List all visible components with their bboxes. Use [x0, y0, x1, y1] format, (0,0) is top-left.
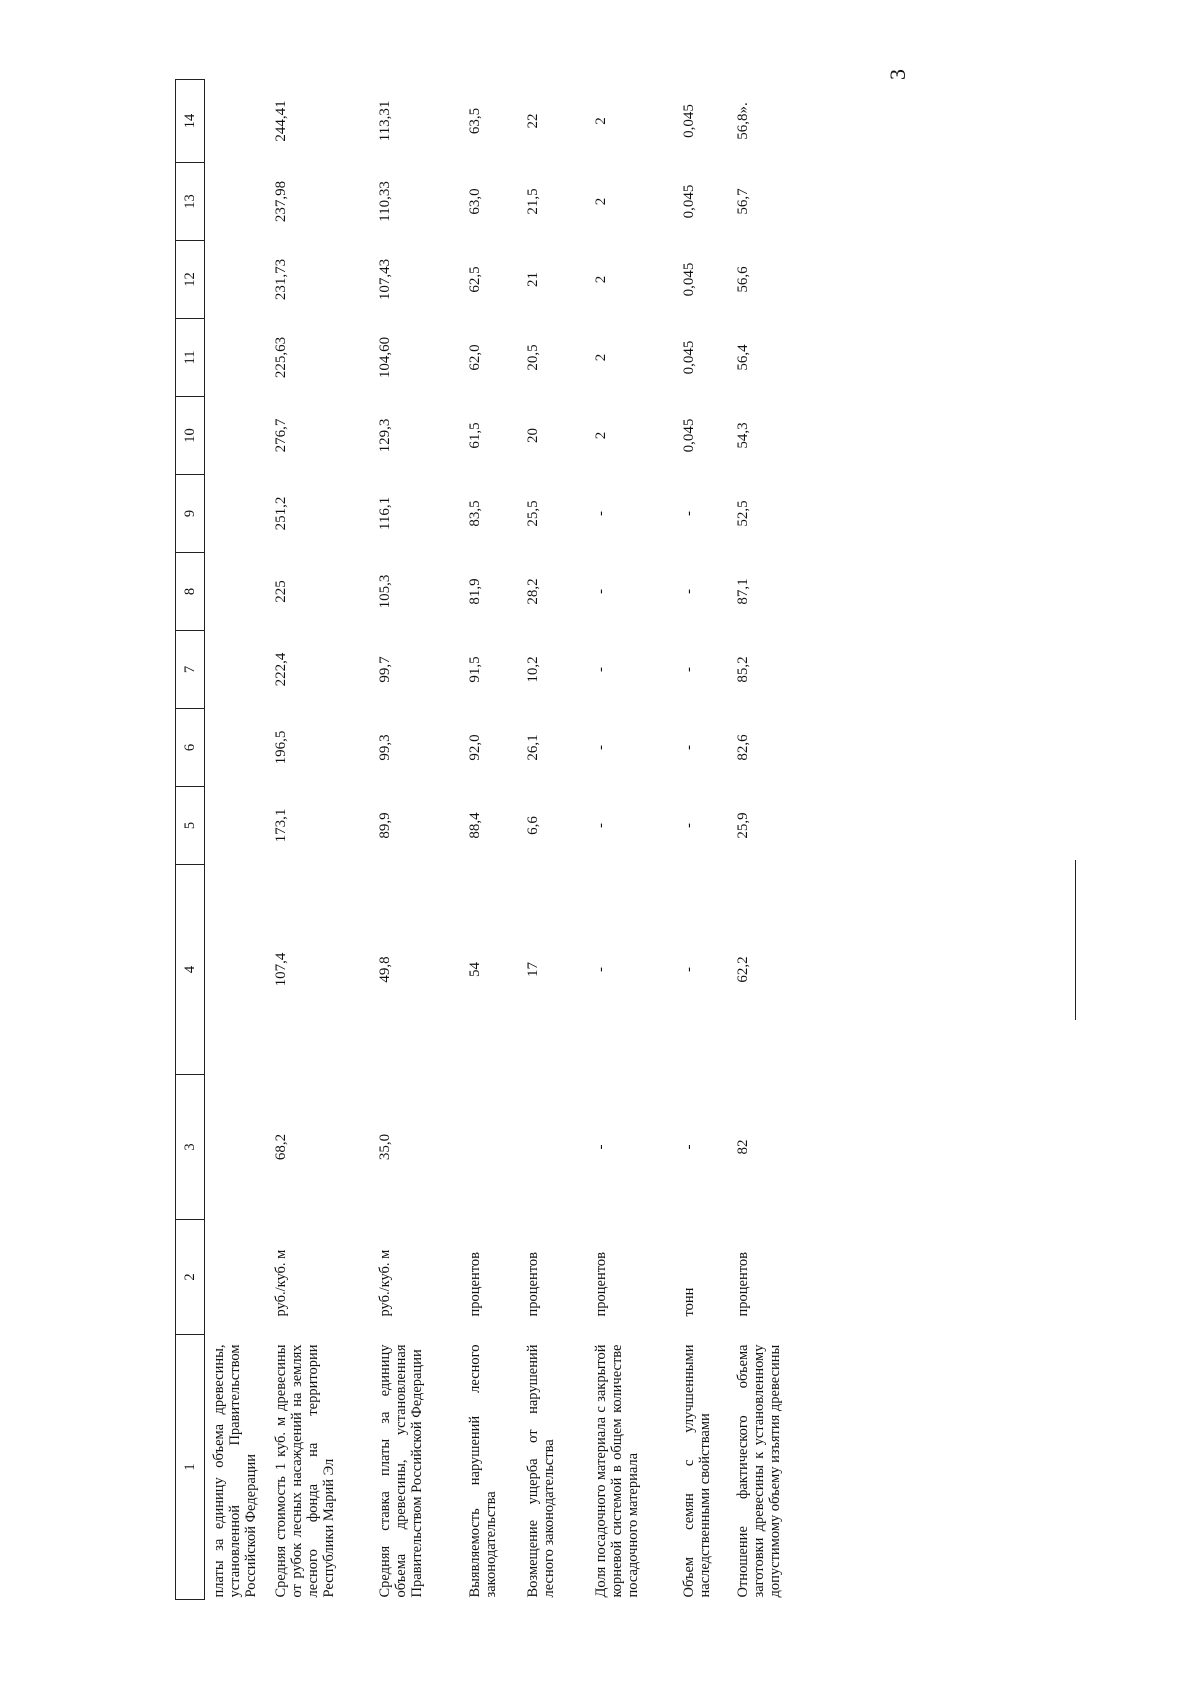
value-cell: [205, 787, 268, 865]
value-cell: [205, 553, 268, 631]
value-cell: 244,41: [273, 100, 289, 142]
value-cell: 62,0: [467, 344, 483, 371]
column-header: 8: [176, 553, 205, 631]
unit-cell: процентов: [525, 1252, 541, 1317]
column-header: 9: [176, 475, 205, 553]
indicator-name: Средняя ставка платы за единицу объема древесины, установленная Правительством Российской Федерации: [377, 1344, 425, 1598]
value-cell: -: [593, 967, 609, 972]
value-cell: [519, 1075, 587, 1220]
value-cell: -: [593, 745, 609, 750]
value-cell: [205, 865, 268, 1075]
table-row: [371, 80, 461, 1600]
value-cell: 104,60: [377, 336, 393, 379]
table-row: [675, 80, 729, 1600]
value-cell: 2: [593, 117, 609, 125]
column-header: 3: [176, 1075, 205, 1220]
value-cell: [205, 319, 268, 397]
value-cell: 110,33: [377, 181, 393, 222]
value-cell: 26,1: [525, 734, 541, 761]
value-cell: 49,8: [377, 956, 393, 983]
value-cell: 99,3: [377, 734, 393, 761]
value-cell: -: [681, 589, 697, 594]
column-header: 6: [176, 709, 205, 787]
value-cell: [205, 475, 268, 553]
value-cell: -: [681, 967, 697, 972]
unit-cell: процентов: [467, 1252, 483, 1317]
value-cell: 116,1: [377, 496, 393, 531]
column-header: 11: [176, 319, 205, 397]
unit-cell: руб./куб. м: [273, 1249, 289, 1317]
value-cell: 173,1: [273, 808, 289, 843]
value-cell: 113,31: [377, 100, 393, 142]
table-row: [729, 80, 815, 1600]
value-cell: 63,0: [467, 188, 483, 215]
value-cell: [205, 80, 268, 163]
value-cell: 0,045: [681, 418, 697, 453]
column-header: 4: [176, 865, 205, 1075]
header-row: [176, 80, 205, 1600]
value-cell: 82,6: [735, 734, 751, 761]
value-cell: 52,5: [735, 500, 751, 527]
value-cell: 28,2: [525, 578, 541, 605]
value-cell: 105,3: [377, 574, 393, 609]
column-header: 14: [176, 80, 205, 163]
value-cell: [205, 709, 268, 787]
value-cell: [205, 163, 268, 241]
value-cell: 21,5: [525, 188, 541, 215]
value-cell: 2: [593, 275, 609, 284]
value-cell: 196,5: [273, 730, 289, 765]
value-cell: -: [681, 1144, 697, 1150]
value-cell: 81,9: [467, 578, 483, 605]
value-cell: -: [593, 1144, 609, 1150]
value-cell: 10,2: [525, 656, 541, 683]
value-cell: 61,5: [467, 422, 483, 449]
value-cell: 99,7: [377, 656, 393, 683]
value-cell: -: [593, 511, 609, 516]
value-cell: 0,045: [681, 104, 697, 138]
value-cell: 82: [735, 1139, 751, 1155]
value-cell: 17: [525, 962, 541, 977]
indicator-name: Возмещение ущерба от нарушений лесного законодательства: [525, 1344, 557, 1598]
value-cell: 21: [525, 272, 541, 287]
value-cell: 231,73: [273, 258, 289, 301]
indicator-name: Выявляемость нарушений лесного законодательства: [467, 1344, 499, 1598]
value-cell: 54: [467, 962, 483, 977]
value-cell: 20: [525, 428, 541, 443]
value-cell: [205, 397, 268, 475]
value-cell: 107,4: [273, 952, 289, 987]
value-cell: 56,6: [735, 266, 751, 293]
value-cell: 87,1: [735, 578, 751, 605]
value-cell: [205, 1075, 268, 1220]
value-cell: 0,045: [681, 340, 697, 375]
value-cell: 129,3: [377, 418, 393, 453]
value-cell: 20,5: [525, 344, 541, 371]
value-cell: 35,0: [377, 1133, 393, 1161]
value-cell: 251,2: [273, 496, 289, 531]
table-row: [461, 80, 519, 1600]
value-cell: 56,4: [735, 344, 751, 371]
indicator-name: платы за единицу объема древесины, установленной Правительством Российской Федерации: [211, 1344, 259, 1598]
indicator-name: Отношение фактического объема заготовки древесины к установленному допустимому объему изъятия древесины: [735, 1344, 783, 1598]
rotated-table-container: [175, 100, 905, 1600]
value-cell: 237,98: [273, 180, 289, 223]
value-cell: 63,5: [467, 107, 483, 135]
value-cell: 2: [593, 431, 609, 440]
value-cell: 68,2: [273, 1133, 289, 1161]
value-cell: 56,8».: [735, 102, 751, 140]
indicator-name: Объем семян с улучшенными наследственными свойствами: [681, 1344, 713, 1598]
column-header: 13: [176, 163, 205, 241]
value-cell: -: [681, 745, 697, 750]
page-number: 3: [885, 69, 910, 80]
footnote-divider: [1075, 860, 1076, 1020]
value-cell: 6,6: [525, 816, 541, 835]
value-cell: 88,4: [467, 812, 483, 839]
column-header: 2: [176, 1220, 205, 1335]
value-cell: [205, 631, 268, 709]
value-cell: -: [593, 589, 609, 594]
column-header: 5: [176, 787, 205, 865]
table-row: [587, 80, 675, 1600]
unit-cell: процентов: [735, 1252, 751, 1317]
value-cell: 62,2: [735, 956, 751, 983]
unit-cell: процентов: [593, 1252, 609, 1317]
value-cell: -: [681, 667, 697, 672]
indicator-name: Средняя стоимость 1 куб. м древесины от рубок лесных насаждений на землях лесного фонда на территории Республики Марий Эл: [273, 1344, 337, 1598]
value-cell: -: [681, 823, 697, 828]
value-cell: 2: [593, 353, 609, 362]
value-cell: 83,5: [467, 500, 483, 527]
column-header: 10: [176, 397, 205, 475]
value-cell: [205, 241, 268, 319]
unit-cell: тонн: [681, 1287, 697, 1317]
column-header: 12: [176, 241, 205, 319]
value-cell: [461, 1075, 519, 1220]
value-cell: 225,63: [273, 336, 289, 379]
value-cell: 276,7: [273, 418, 289, 453]
value-cell: 0,045: [681, 184, 697, 219]
value-cell: 22: [525, 113, 541, 129]
value-cell: 89,9: [377, 812, 393, 839]
value-cell: 222,4: [273, 652, 289, 687]
value-cell: 25,5: [525, 500, 541, 527]
unit-cell: руб./куб. м: [377, 1249, 393, 1317]
value-cell: 25,9: [735, 812, 751, 839]
value-cell: 56,7: [735, 188, 751, 215]
indicator-name: Доля посадочного материала с закрытой корневой системой в общем количестве посадочного материала: [593, 1344, 641, 1598]
value-cell: 0,045: [681, 262, 697, 297]
value-cell: 85,2: [735, 656, 751, 683]
table-row: [205, 80, 268, 1600]
table-row: [267, 80, 371, 1600]
value-cell: 225: [273, 580, 289, 603]
column-header: 1: [176, 1335, 205, 1600]
table-row: [519, 80, 587, 1600]
value-cell: -: [593, 667, 609, 672]
unit-cell: [205, 1220, 268, 1335]
column-header: 7: [176, 631, 205, 709]
value-cell: 54,3: [735, 422, 751, 449]
indicators-table: [175, 79, 815, 1600]
value-cell: 107,43: [377, 258, 393, 301]
value-cell: 92,0: [467, 734, 483, 761]
value-cell: 62,5: [467, 266, 483, 293]
value-cell: -: [593, 823, 609, 828]
value-cell: 91,5: [467, 656, 483, 683]
value-cell: -: [681, 511, 697, 516]
value-cell: 2: [593, 197, 609, 206]
